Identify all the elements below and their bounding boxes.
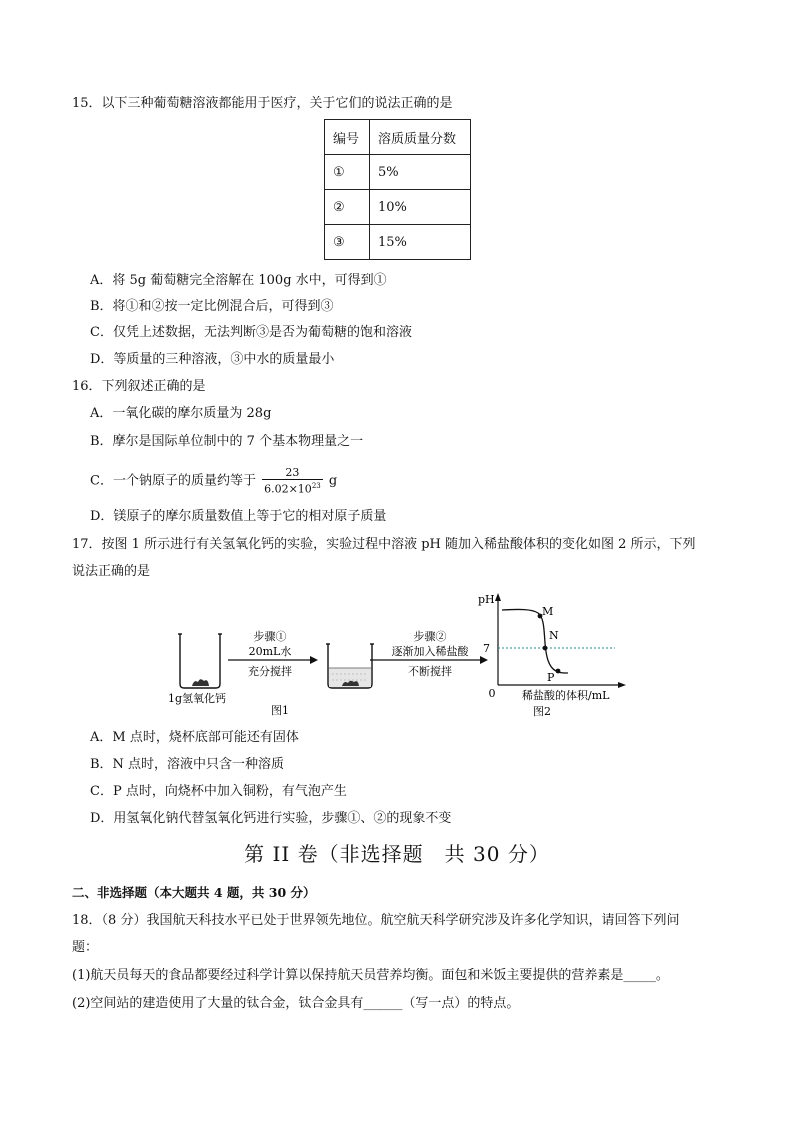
step1-title: 步骤①	[253, 630, 287, 643]
figure-2-caption: 图2	[533, 705, 551, 718]
q15-option-d: D．等质量的三种溶液，③中水的质量最小	[90, 352, 335, 367]
beaker-2	[326, 644, 374, 688]
step2-line2: 不断搅拌	[408, 665, 452, 678]
table-cell: ①	[325, 155, 370, 190]
unit-label: g	[328, 473, 338, 489]
denominator-base: 6.02×10	[264, 482, 312, 496]
q17-option-c: C．P 点时，向烧杯中加入铜粉，有气泡产生	[90, 784, 347, 799]
table-cell: ②	[325, 190, 370, 225]
q18-sub1: (1)航天员每天的食品都要经过科学计算以保持航天员营养均衡。面包和米饭主要提供的营养素是_____。	[72, 968, 669, 983]
table-header-row	[325, 120, 471, 155]
point-m-label: M	[542, 605, 554, 618]
point-p-label: P	[547, 671, 555, 684]
table-header-cell: 溶质质量分数	[370, 120, 471, 155]
q16-option-a: A．一氧化碳的摩尔质量为 28g	[90, 406, 272, 421]
fraction-numerator: 23	[262, 466, 323, 480]
x-axis-label: 稀盐酸的体积/mL	[522, 689, 610, 702]
q15-option-c: C．仅凭上述数据，无法判断③是否为葡萄糖的饱和溶液	[90, 325, 412, 340]
step2-line1: 逐渐加入稀盐酸	[391, 645, 469, 658]
table-cell: 10%	[370, 190, 471, 225]
q18-stem-line2: 题：	[72, 940, 99, 955]
q15-solution-table	[324, 119, 471, 260]
table-cell: 15%	[370, 225, 471, 260]
q18-sub2: (2)空间站的建造使用了大量的钛合金，钛合金具有______（写一点）的特点。	[72, 996, 520, 1011]
table-row	[325, 190, 471, 225]
mass-fraction	[262, 466, 323, 496]
section-title: 第 II 卷（非选择题 共 30 分）	[244, 842, 550, 866]
q16-option-d: D．镁原子的摩尔质量数值上等于它的相对原子质量	[90, 509, 387, 524]
q17-stem-line2: 说法正确的是	[72, 564, 151, 579]
beaker-1-label: 1g氢氧化钙	[168, 692, 227, 705]
point-p	[556, 669, 561, 674]
beaker-1	[178, 634, 222, 688]
figure-1	[160, 622, 400, 722]
x-axis-arrowhead	[618, 682, 626, 688]
figure-2-ph-chart	[470, 585, 640, 720]
q18-stem-line1: 18．（8 分）我国航天科技水平已处于世界领先地位。航空航天科学研究涉及许多化学知识，请回答下列问	[72, 913, 680, 928]
table-row	[325, 155, 471, 190]
q16-option-c	[90, 466, 337, 496]
q17-option-b: B．N 点时，溶液中只含一种溶质	[90, 757, 285, 772]
q16-stem: 16．下列叙述正确的是	[72, 379, 206, 394]
step1-arrowhead	[310, 656, 318, 664]
q16-option-b: B．摩尔是国际单位制中的 7 个基本物理量之一	[90, 434, 364, 449]
y-tick-7: 7	[483, 642, 490, 655]
denominator-exponent: 23	[311, 482, 321, 490]
step2-title: 步骤②	[413, 630, 447, 643]
fraction-denominator	[262, 480, 323, 496]
q15-stem: 15．以下三种葡萄糖溶液都能用于医疗，关于它们的说法正确的是	[72, 96, 453, 111]
point-n	[543, 646, 548, 651]
part2-heading: 二、非选择题（本大题共 4 题，共 30 分）	[72, 885, 316, 900]
table-cell: ③	[325, 225, 370, 260]
q17-option-a: A．M 点时，烧杯底部可能还有固体	[90, 730, 299, 745]
step1-line2: 充分搅拌	[248, 665, 292, 678]
table-row	[325, 225, 471, 260]
origin-label: 0	[488, 687, 496, 700]
y-axis-label: pH	[478, 593, 495, 606]
step1-line1: 20mL水	[248, 645, 292, 658]
q17-stem-line1: 17．按图 1 所示进行有关氢氧化钙的实验，实验过程中溶液 pH 随加入稀盐酸体积的变化如图 2 所示，下列	[72, 537, 696, 552]
q15-option-b: B．将①和②按一定比例混合后，可得到③	[90, 299, 334, 314]
q16-option-c-text: C．一个钠原子的质量约等于	[90, 473, 256, 489]
q17-option-d: D．用氢氧化钠代替氢氧化钙进行实验，步骤①、②的现象不变	[90, 811, 452, 826]
figure-1-caption: 图1	[271, 704, 289, 717]
table-cell: 5%	[370, 155, 471, 190]
point-n-label: N	[549, 629, 559, 642]
table-header-cell: 编号	[325, 120, 370, 155]
y-axis-arrowhead	[495, 593, 501, 601]
q15-option-a: A．将 5g 葡萄糖完全溶解在 100g 水中，可得到①	[90, 273, 387, 288]
